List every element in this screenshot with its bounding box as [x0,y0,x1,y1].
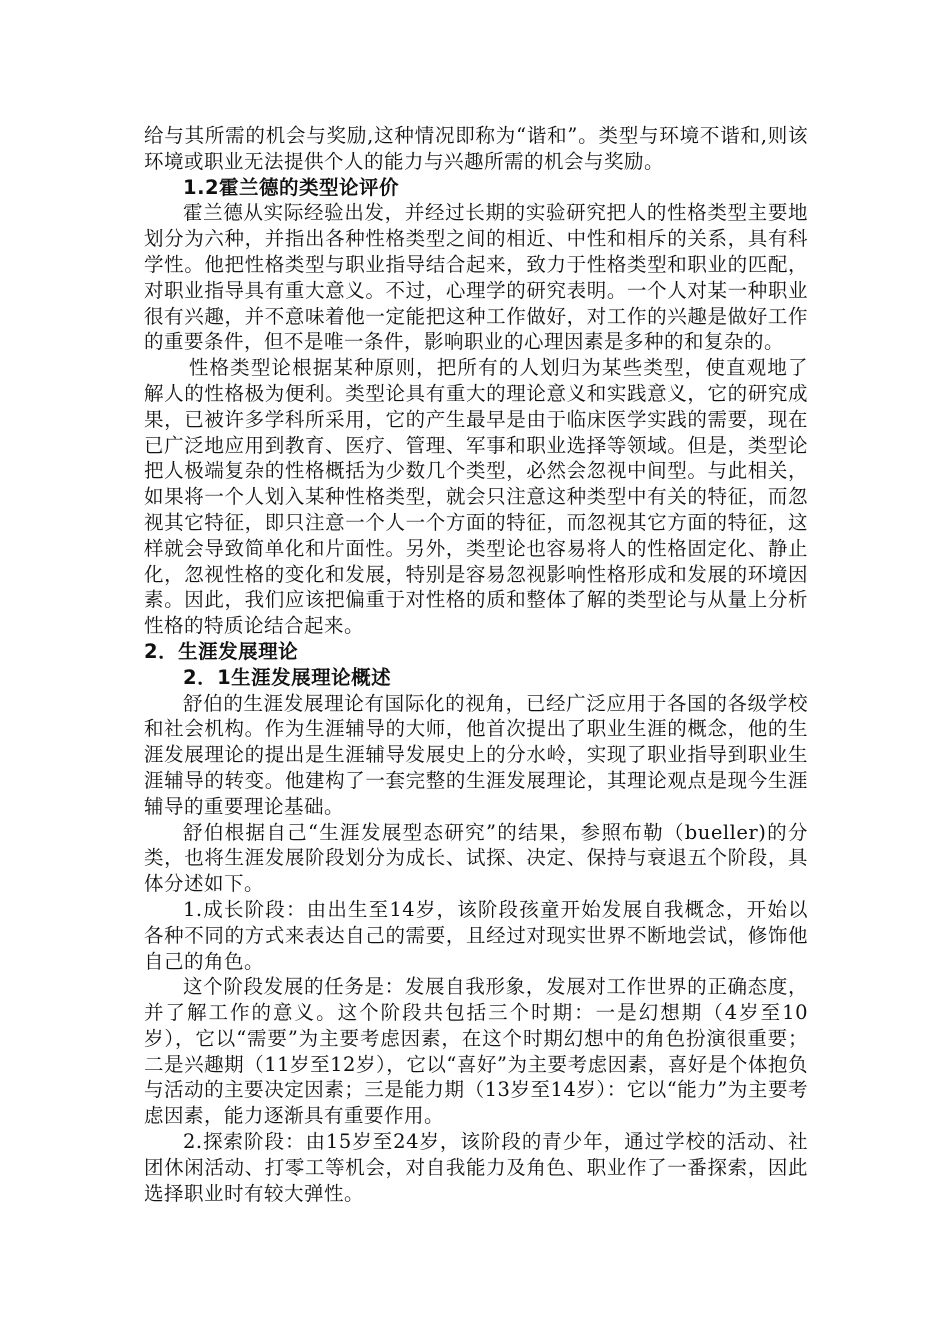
paragraph-growth-tasks: 这个阶段发展的任务是：发展自我形象，发展对工作世界的正确态度，并了解工作的意义。这个阶段共包括三个时期：一是幻想期（4岁至10岁），它以“需要”为主要考虑因素，在这个时期幻想中的角色扮演很重要；二是兴趣期（11岁至12岁），它以“喜好”为主要考虑因素，喜好是个体抱负与活动的主要决定因素；三是能力期（13岁至14岁）：它以“能力”为主要考虑因素，能力逐渐具有重要作用。 [144,975,808,1128]
paragraph-super-theory: 舒伯的生涯发展理论有国际化的视角，已经广泛应用于各国的各级学校和社会机构。作为生涯辅导的大师，他首次提出了职业生涯的概念，他的生涯发展理论的提出是生涯辅导发展史上的分水岭，实现了职业指导到职业生涯辅导的转变。他建构了一套完整的生涯发展理论，其理论观点是现今生涯辅导的重要理论基础。 [144,691,808,818]
paragraph-exploration-stage: 2.探索阶段：由15岁至24岁，该阶段的青少年，通过学校的活动、社团休闲活动、打零工等机会，对自我能力及角色、职业作了一番探索，因此选择职业时有较大弹性。 [144,1130,808,1205]
section-heading-1-2: 1.2霍兰德的类型论评价 [183,175,400,199]
paragraph-stages-intro: 舒伯根据自己“生涯发展型态研究”的结果，参照布勒（bueller)的分类，也将生涯发展阶段划分为成长、试探、决定、保持与衰退五个阶段，具体分述如下。 [144,820,808,896]
section-heading-2: 2．生涯发展理论 [144,639,299,663]
paragraph-holland-evaluation: 霍兰德从实际经验出发，并经过长期的实验研究把人的性格类型主要地划分为六种，并指出各种性格类型之间的相近、中性和相斥的关系，具有科学性。他把性格类型与职业指导结合起来，致力于性格类型和职业的匹配，对职业指导具有重大意义。不过，心理学的研究表明。一个人对某一种职业很有兴趣，并不意味着他一定能把这种工作做好，对工作的兴趣是做好工作的重要条件，但不是唯一条件，影响职业的心理因素是多种的和复杂的。 [144,201,808,354]
section-heading-2-1: 2．1生涯发展理论概述 [183,665,392,689]
paragraph-type-theory: 性格类型论根据某种原则，把所有的人划归为某些类型，使直观地了解人的性格极为便利。类型论具有重大的理论意义和实践意义，它的研究成果，已被许多学科所采用，它的产生最早是由于临床医学实践的需要，现在已广泛地应用到教育、医疗、管理、军事和职业选择等领域。但是，类型论把人极端复杂的性格概括为少数几个类型，必然会忽视中间型。与此相关，如果将一个人划入某种性格类型，就会只注意这种类型中有关的特征，而忽视其它特征，即只注意一个人一个方面的特征，而忽视其它方面的特征，这样就会导致简单化和片面性。另外，类型论也容易将人的性格固定化、静止化，忽视性格的变化和发展，特别是容易忽视影响性格形成和发展的环境因素。因此，我们应该把偏重于对性格的质和整体了解的类型论与从量上分析性格的特质论结合起来。 [144,356,808,638]
document-page [144,123,808,1206]
paragraph-harmony: 给与其所需的机会与奖励,这种情况即称为“谐和”。类型与环境不谐和,则该环境或职业无法提供个人的能力与兴趣所需的机会与奖励。 [144,124,808,173]
paragraph-growth-stage: 1.成长阶段：由出生至14岁，该阶段孩童开始发展自我概念，开始以各种不同的方式来表达自己的需要，且经过对现实世界不断地尝试，修饰他自己的角色。 [144,897,808,973]
